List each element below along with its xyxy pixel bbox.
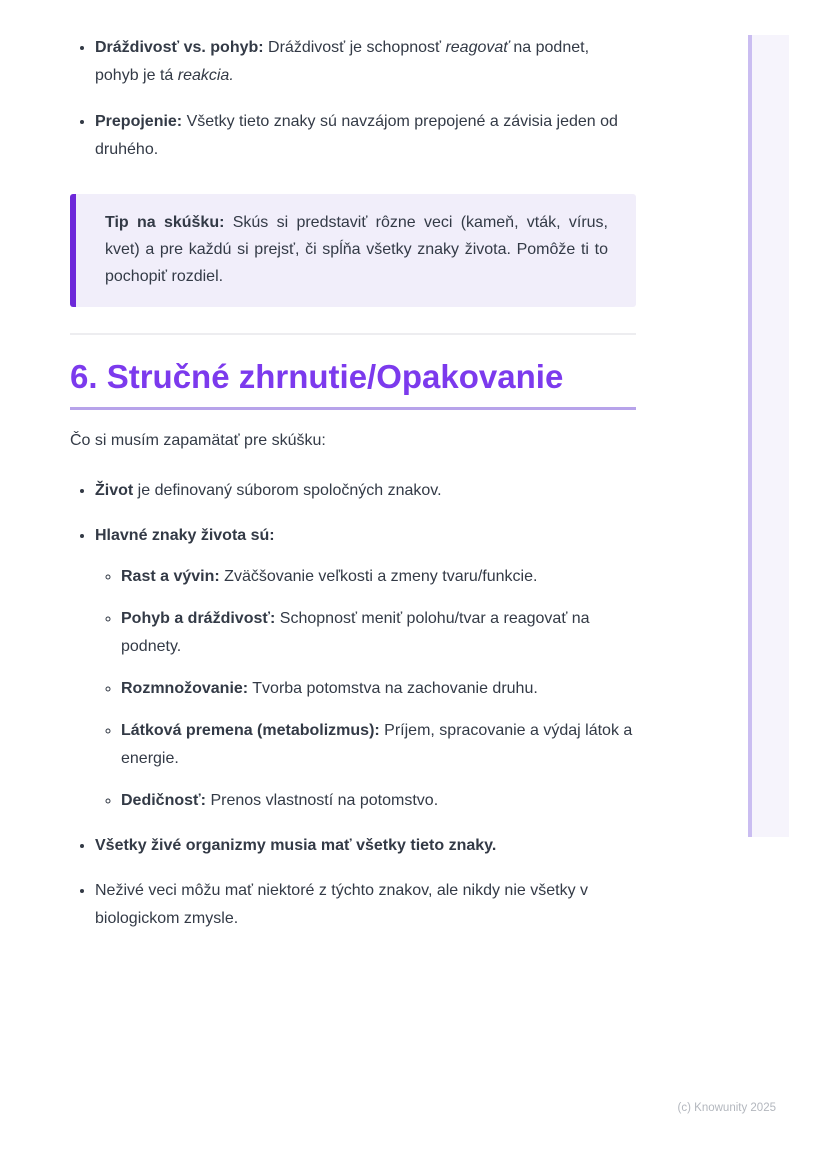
tip-text: Skús si predstaviť rôzne veci (kameň, vták, vírus, kvet) a pre každú si prejsť, či spĺňa všetky znaky života. Pomôže ti to pochopiť rozdiel.	[105, 214, 609, 285]
bold-label: Prepojenie:	[95, 113, 183, 130]
list-item	[95, 108, 636, 164]
bold-label: Pohyb a dráždivosť:	[121, 610, 276, 627]
bold-label: Látková premena (metabolizmus):	[121, 722, 380, 739]
list-item	[95, 477, 636, 505]
list-item	[95, 832, 636, 860]
list-item	[121, 717, 636, 773]
intro-text: Čo si musím zapamätať pre skúšku:	[70, 432, 326, 449]
document-content	[70, 34, 636, 950]
tip-callout	[70, 194, 636, 307]
bold-label: Dráždivosť vs. pohyb:	[95, 39, 264, 56]
text-run: Príjem, spracovanie a výdaj látok a energie.	[121, 722, 633, 767]
footer-credit: (c) Knowunity 2025	[677, 1102, 776, 1114]
bold-label: Všetky živé organizmy musia mať všetky tieto znaky.	[95, 837, 497, 854]
text-run: Tvorba potomstva na zachovanie druhu.	[248, 680, 538, 697]
text-run: Dráždivosť je schopnosť	[263, 39, 446, 56]
bold-label: Hlavné znaky života sú:	[95, 527, 275, 544]
text-run: je definovaný súborom spoločných znakov.	[133, 482, 442, 499]
list-item	[121, 675, 636, 703]
list-item	[121, 605, 636, 661]
bold-label: Život	[95, 482, 134, 499]
next-page-edge-panel	[748, 35, 789, 837]
summary-list	[70, 477, 636, 933]
bold-label: Rast a vývin:	[121, 568, 220, 585]
sub-list	[95, 563, 636, 815]
text-run: Zväčšovanie veľkosti a zmeny tvaru/funkcie.	[219, 568, 538, 585]
section-divider	[70, 333, 636, 335]
tip-label: Tip na skúšku:	[105, 214, 225, 231]
text-run: Všetky tieto znaky sú navzájom prepojené a závisia jeden od druhého.	[95, 113, 618, 158]
bold-label: Dedičnosť:	[121, 792, 207, 809]
list-item	[121, 563, 636, 591]
bold-label: Rozmnožovanie:	[121, 680, 249, 697]
text-run: Schopnosť meniť polohu/tvar a reagovať na podnety.	[121, 610, 590, 655]
text-run: Neživé veci môžu mať niektoré z týchto znakov, ale nikdy nie všetky v biologickom zmysle.	[95, 882, 589, 927]
section-heading: 6. Stručné zhrnutie/Opakovanie	[70, 357, 636, 410]
text-run: na podnet, pohyb je tá	[95, 39, 590, 84]
top-list	[70, 34, 636, 164]
text-run: Prenos vlastností na potomstvo.	[206, 792, 439, 809]
list-item	[95, 34, 636, 90]
list-item	[95, 522, 636, 815]
list-item	[121, 787, 636, 815]
italic-run: reakcia.	[177, 67, 234, 84]
italic-run: reagovať	[445, 39, 509, 56]
list-item	[95, 877, 636, 933]
